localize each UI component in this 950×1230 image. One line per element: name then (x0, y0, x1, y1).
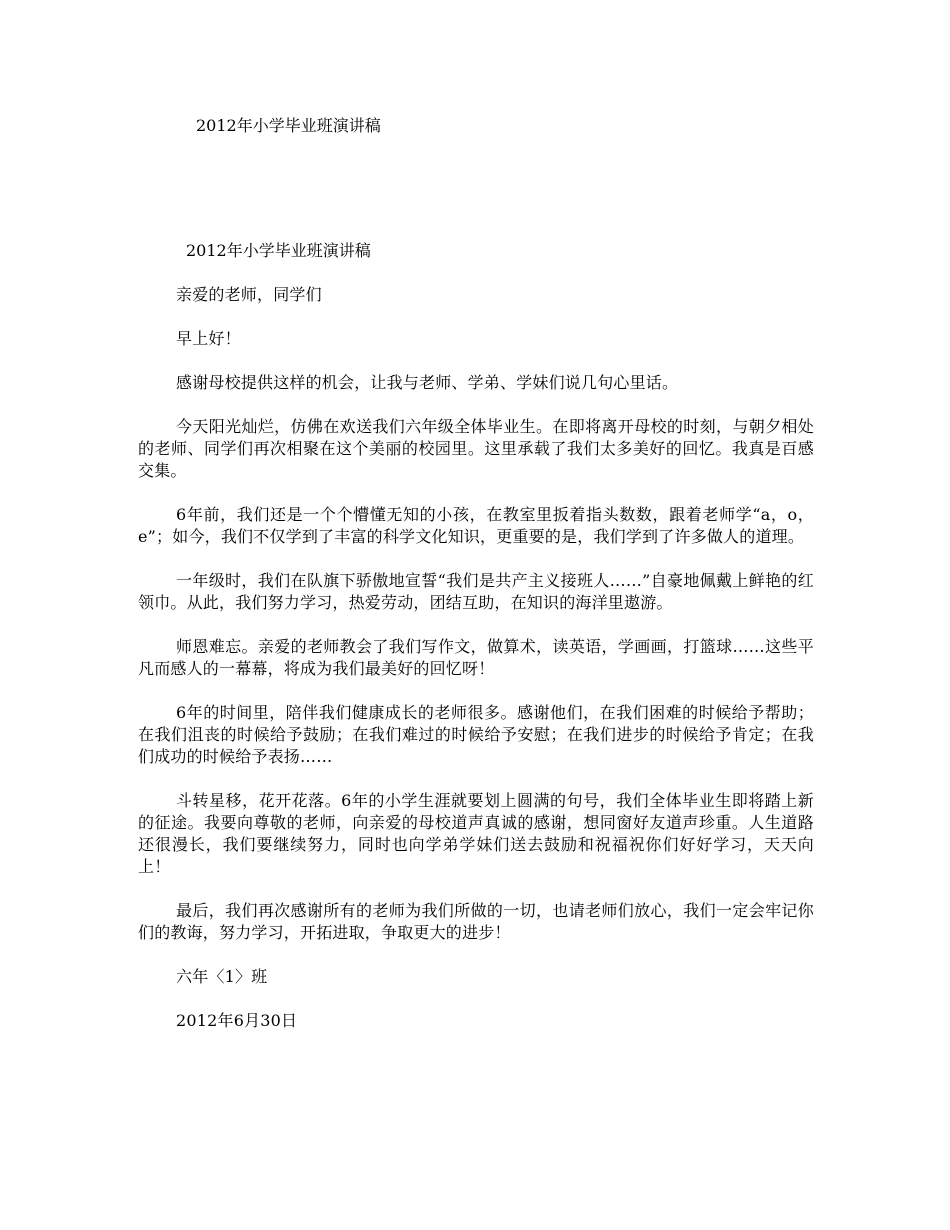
paragraph-4: 一年级时，我们在队旗下骄傲地宣誓“我们是共产主义接班人……”自豪地佩戴上鲜艳的红领巾。从此，我们努力学习，热爱劳动，团结互助，在知识的海洋里遨游。 (138, 571, 814, 612)
document-title: 2012年小学毕业班演讲稿 (186, 241, 371, 260)
header-title: 2012年小学毕业班演讲稿 (196, 116, 381, 135)
paragraph-6: 6年的时间里，陪伴我们健康成长的老师很多。感谢他们，在我们困难的时候给予帮助；在我们沮丧的时候给予鼓励；在我们难过的时候给予安慰；在我们进步的时候给予肯定；在我们成功的时候给予表扬…… (138, 703, 814, 766)
paragraph-2: 今天阳光灿烂，仿佛在欢送我们六年级全体毕业生。在即将离开母校的时刻，与朝夕相处的老师、同学们再次相聚在这个美丽的校园里。这里承载了我们太多美好的回忆。我真是百感交集。 (138, 417, 814, 480)
paragraph-8: 最后，我们再次感谢所有的老师为我们所做的一切，也请老师们放心，我们一定会牢记你们的教诲，努力学习，开拓进取，争取更大的进步！ (138, 901, 814, 942)
paragraph-7: 斗转星移，花开花落。6年的小学生涯就要划上圆满的句号，我们全体毕业生即将踏上新的征途。我要向尊敬的老师，向亲爱的母校道声真诚的感谢，想同窗好友道声珍重。人生道路还很漫长，我们要继续努力，同时也向学弟学妹们送去鼓励和祝福祝你们好好学习，天天向上！ (138, 791, 814, 876)
salutation: 亲爱的老师，同学们 (176, 285, 322, 304)
paragraph-3: 6年前，我们还是一个个懵懂无知的小孩，在教室里扳着指头数数，跟着老师学“a，o，e”；如今，我们不仅学到了丰富的科学文化知识，更重要的是，我们学到了许多做人的道理。 (138, 505, 814, 546)
signature: 六年〈1〉班 (176, 967, 268, 986)
paragraph-1: 感谢母校提供这样的机会，让我与老师、学弟、学妹们说几句心里话。 (176, 373, 679, 392)
greeting: 早上好！ (176, 329, 241, 348)
paragraph-5: 师恩难忘。亲爱的老师教会了我们写作文，做算术，读英语，学画画，打篮球……这些平凡而感人的一幕幕，将成为我们最美好的回忆呀！ (138, 637, 814, 678)
date: 2012年6月30日 (176, 1011, 298, 1030)
document-body (138, 240, 814, 1054)
